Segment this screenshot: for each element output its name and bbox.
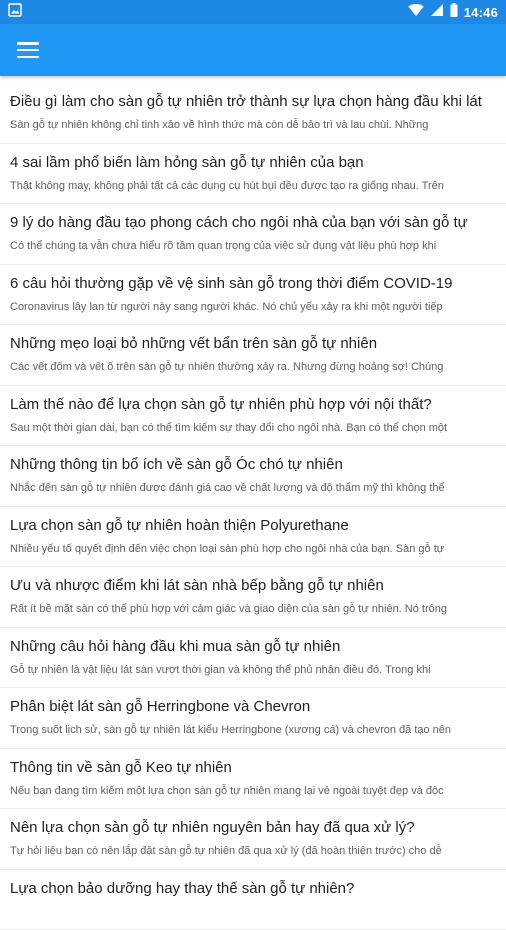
article-snippet: Gỗ tự nhiên là vật liệu lát sàn vượt thời gian và không thể phủ nhận điều đó. Trong khi: [10, 663, 496, 677]
list-item[interactable]: [0, 567, 506, 628]
list-item[interactable]: [0, 688, 506, 749]
app-bar: [0, 24, 506, 76]
signal-icon: [430, 3, 444, 22]
list-item[interactable]: [0, 628, 506, 689]
article-snippet: Nhiều yếu tố quyết định đến việc chọn loại sàn phù hợp cho ngôi nhà của bạn. Sàn gỗ tự: [10, 542, 496, 556]
article-title: Ưu và nhược điểm khi lát sàn nhà bếp bằng gỗ tự nhiên: [10, 567, 496, 595]
article-snippet: Trong suốt lịch sử, sàn gỗ tự nhiên lát kiểu Herringbone (xương cá) và chevron đã tạo nên: [10, 723, 496, 737]
article-snippet: Nếu bạn đang tìm kiếm một lựa chọn sàn gỗ tự nhiên mang lại vẻ ngoài tuyệt đẹp và độc: [10, 784, 496, 798]
battery-icon: [450, 3, 458, 22]
image-icon: [8, 3, 22, 22]
list-item[interactable]: [0, 144, 506, 205]
article-snippet: Coronavirus lây lan từ người này sang người khác. Nó chủ yếu xảy ra khi một người tiếp: [10, 300, 496, 314]
hamburger-menu-icon[interactable]: [17, 42, 39, 58]
status-bar: [0, 0, 506, 24]
list-item[interactable]: [0, 204, 506, 265]
article-list: [0, 76, 506, 930]
list-item[interactable]: [0, 809, 506, 870]
article-title: Làm thế nào để lựa chọn sàn gỗ tự nhiên phù hợp với nội thất?: [10, 386, 496, 414]
article-title: Thông tin về sàn gỗ Keo tự nhiên: [10, 749, 496, 777]
article-snippet: Tự hỏi liệu bạn có nên lắp đặt sàn gỗ tự nhiên đã qua xử lý (đã hoàn thiện trước) cho dễ: [10, 844, 496, 858]
list-item[interactable]: [0, 446, 506, 507]
article-snippet: Nhắc đến sàn gỗ tự nhiên được đánh giá cao về chất lượng và độ thẩm mỹ thì không thể: [10, 481, 496, 495]
article-title: Nên lựa chọn sàn gỗ tự nhiên nguyên bản hay đã qua xử lý?: [10, 809, 496, 837]
list-item[interactable]: [0, 325, 506, 386]
list-item[interactable]: [0, 749, 506, 810]
list-item[interactable]: [0, 83, 506, 144]
status-time: 14:46: [464, 5, 498, 20]
article-title: 4 sai lầm phổ biến làm hỏng sàn gỗ tự nhiên của bạn: [10, 144, 496, 172]
article-title: 6 câu hỏi thường gặp về vệ sinh sàn gỗ trong thời điểm COVID-19: [10, 265, 496, 293]
article-title: Lựa chọn sàn gỗ tự nhiên hoàn thiện Polyurethane: [10, 507, 496, 535]
list-item[interactable]: [0, 265, 506, 326]
list-item[interactable]: [0, 386, 506, 447]
article-title: Những câu hỏi hàng đầu khi mua sàn gỗ tự nhiên: [10, 628, 496, 656]
article-title: Lựa chọn bảo dưỡng hay thay thế sàn gỗ tự nhiên?: [10, 870, 496, 898]
article-snippet: Rất ít bề mặt sàn có thể phù hợp với cảm giác và giao diện của sàn gỗ tự nhiên. Nó trông: [10, 602, 496, 616]
article-snippet: Sàn gỗ tự nhiên không chỉ tinh xảo về hình thức mà còn dễ bảo trì và lau chùi. Những: [10, 118, 496, 132]
wifi-icon: [408, 3, 424, 22]
article-snippet: Các vết đốm và vết ố trên sàn gỗ tự nhiên thường xảy ra. Nhưng đừng hoảng sợ! Chúng: [10, 360, 496, 374]
article-snippet: Có thể chúng ta vẫn chưa hiểu rõ tầm quan trọng của việc sử dụng vật liệu phù hợp khi: [10, 239, 496, 253]
list-item[interactable]: [0, 507, 506, 568]
article-snippet: Sau một thời gian dài, bạn có thể tìm kiếm sự thay đổi cho ngôi nhà. Bạn có thể chọn một: [10, 421, 496, 435]
article-title: Điều gì làm cho sàn gỗ tự nhiên trở thành sự lựa chọn hàng đầu khi lát: [10, 83, 496, 111]
article-snippet: Thật không may, không phải tất cả các dụng cụ hút bụi đều được tạo ra giống nhau. Trên: [10, 179, 496, 193]
article-title: Phân biệt lát sàn gỗ Herringbone và Chevron: [10, 688, 496, 716]
article-title: Những thông tin bổ ích về sàn gỗ Óc chó tự nhiên: [10, 446, 496, 474]
article-title: Những mẹo loại bỏ những vết bẩn trên sàn gỗ tự nhiên: [10, 325, 496, 353]
article-title: 9 lý do hàng đầu tạo phong cách cho ngôi nhà của bạn với sàn gỗ tự: [10, 204, 496, 232]
